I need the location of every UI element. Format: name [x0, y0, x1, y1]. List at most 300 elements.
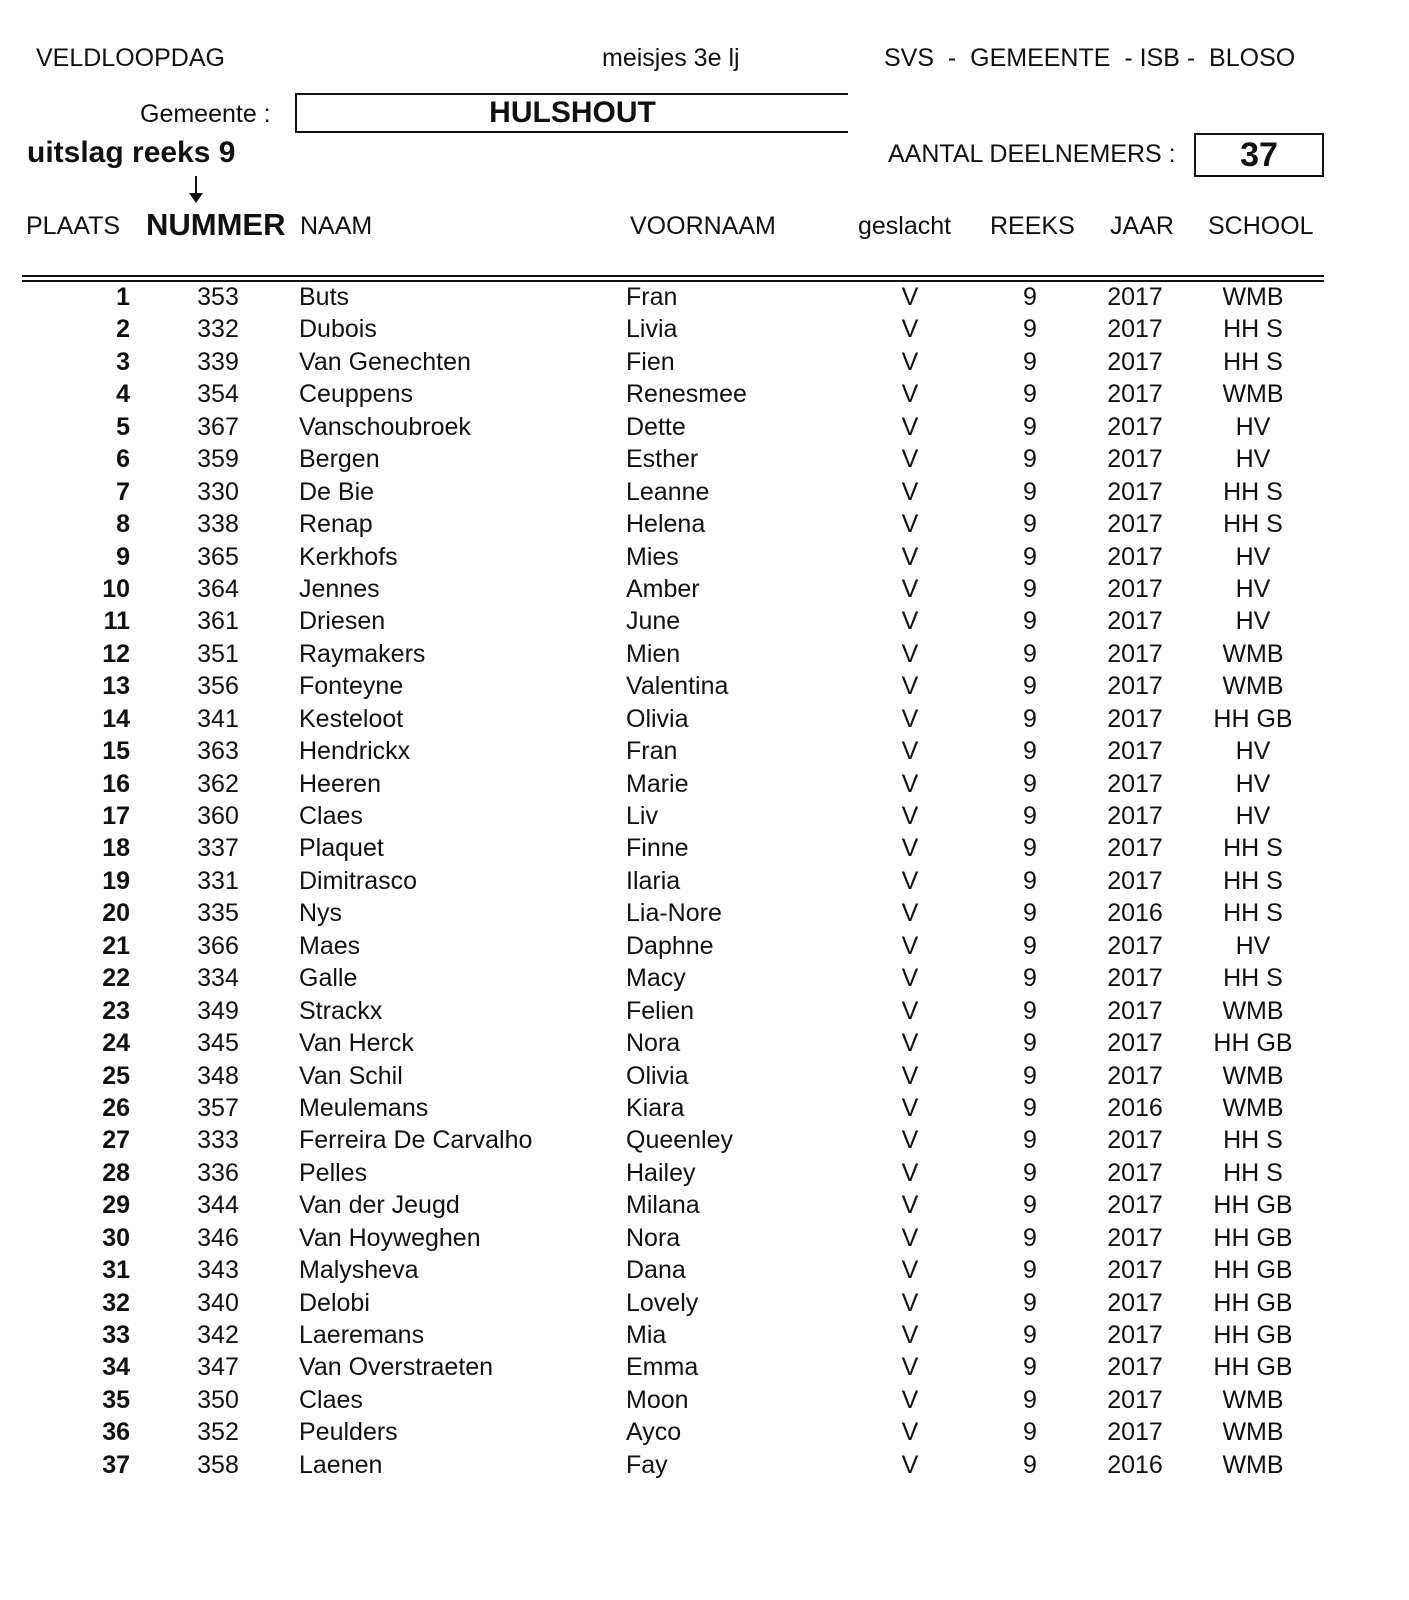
series-cell: 9: [1023, 1158, 1037, 1187]
table-row: [0, 670, 1409, 702]
series-cell: 9: [1023, 1061, 1037, 1090]
table-row: [0, 1124, 1409, 1156]
first-name-cell: Milana: [626, 1191, 700, 1220]
year-cell: 2017: [1107, 802, 1163, 830]
first-name-cell: Esther: [626, 445, 699, 474]
place-cell: 32: [102, 1288, 130, 1317]
place-cell: 12: [102, 639, 130, 668]
participants-count: 37: [1194, 133, 1324, 177]
name-cell: Kerkhofs: [299, 542, 398, 571]
table-row: [0, 1319, 1409, 1351]
year-cell: 2017: [1107, 347, 1163, 376]
first-name-cell: Liv: [626, 802, 658, 830]
place-cell: 26: [102, 1093, 130, 1122]
first-name-cell: Fien: [626, 347, 675, 376]
place-cell: 4: [116, 380, 130, 409]
year-cell: 2017: [1107, 1191, 1163, 1220]
series-cell: 9: [1023, 1288, 1037, 1317]
number-cell: 345: [197, 1029, 239, 1058]
table-row: [0, 995, 1409, 1027]
year-cell: 2017: [1107, 639, 1163, 668]
number-cell: 336: [197, 1158, 239, 1187]
school-cell: HH S: [1223, 834, 1283, 863]
series-cell: 9: [1023, 315, 1037, 344]
place-cell: 9: [116, 542, 130, 571]
year-cell: 2017: [1107, 1126, 1163, 1155]
school-cell: HH S: [1223, 1158, 1283, 1187]
year-cell: 2017: [1107, 1158, 1163, 1187]
number-cell: 339: [197, 347, 239, 376]
school-cell: HV: [1235, 412, 1271, 441]
name-cell: Meulemans: [299, 1093, 429, 1122]
series-cell: 9: [1023, 737, 1037, 766]
number-cell: 344: [197, 1191, 239, 1220]
municipality-box: HULSHOUT: [295, 93, 848, 133]
sex-cell: V: [901, 769, 919, 798]
series-cell: 9: [1023, 964, 1037, 993]
name-cell: Vanschoubroek: [299, 412, 471, 441]
table-row: [0, 1384, 1409, 1416]
sex-cell: V: [901, 1029, 919, 1058]
series-cell: 9: [1023, 1191, 1037, 1220]
place-cell: 14: [102, 704, 130, 733]
school-cell: HH GB: [1213, 1029, 1293, 1058]
year-cell: 2017: [1107, 477, 1163, 506]
year-cell: 2017: [1107, 1288, 1163, 1317]
sex-cell: V: [901, 996, 919, 1025]
first-name-cell: Felien: [626, 996, 695, 1025]
first-name-cell: Fran: [626, 283, 678, 311]
name-cell: Galle: [299, 964, 358, 993]
first-name-cell: Nora: [626, 1029, 681, 1058]
sex-cell: V: [901, 1288, 919, 1317]
number-cell: 350: [197, 1385, 239, 1414]
series-cell: 9: [1023, 802, 1037, 830]
series-cell: 9: [1023, 283, 1037, 311]
column-header-first-name: VOORNAAM: [630, 212, 776, 240]
table-row: [0, 573, 1409, 605]
number-cell: 346: [197, 1223, 239, 1252]
place-cell: 24: [102, 1029, 130, 1058]
first-name-cell: Emma: [626, 1353, 699, 1382]
category-label: meisjes 3e lj: [602, 44, 740, 72]
sex-cell: V: [901, 866, 919, 895]
name-cell: Bergen: [299, 445, 380, 474]
arrow-down-icon: [195, 176, 197, 194]
year-cell: 2017: [1107, 380, 1163, 409]
first-name-cell: Livia: [626, 315, 678, 344]
number-cell: 337: [197, 834, 239, 863]
table-row: [0, 1254, 1409, 1286]
year-cell: 2017: [1107, 1353, 1163, 1382]
series-cell: 9: [1023, 542, 1037, 571]
series-cell: 9: [1023, 1093, 1037, 1122]
name-cell: Laeremans: [299, 1321, 425, 1349]
name-cell: Dubois: [299, 315, 377, 344]
sex-cell: V: [901, 1321, 919, 1349]
column-header-place: PLAATS: [26, 212, 121, 240]
place-cell: 8: [116, 510, 130, 539]
first-name-cell: Kiara: [626, 1093, 685, 1122]
sex-cell: V: [901, 412, 919, 441]
event-title: VELDLOOPDAG: [36, 44, 225, 72]
sex-cell: V: [901, 315, 919, 344]
year-cell: 2017: [1107, 737, 1163, 766]
name-cell: Van der Jeugd: [299, 1191, 460, 1220]
school-cell: WMB: [1222, 1385, 1284, 1414]
first-name-cell: June: [626, 607, 681, 636]
number-cell: 363: [197, 737, 239, 766]
sex-cell: V: [901, 347, 919, 376]
year-cell: 2017: [1107, 412, 1163, 441]
place-cell: 2: [116, 315, 130, 344]
sex-cell: V: [901, 672, 919, 701]
place-cell: 22: [102, 964, 130, 993]
place-cell: 18: [102, 834, 130, 863]
series-cell: 9: [1023, 1126, 1037, 1155]
place-cell: 15: [102, 737, 130, 766]
number-cell: 347: [197, 1353, 239, 1382]
number-cell: 364: [197, 574, 239, 603]
place-cell: 23: [102, 996, 130, 1025]
name-cell: Ferreira De Carvalho: [299, 1126, 533, 1155]
year-cell: 2017: [1107, 931, 1163, 960]
first-name-cell: Fran: [626, 737, 678, 766]
number-cell: 367: [197, 412, 239, 441]
series-cell: 9: [1023, 477, 1037, 506]
column-header-name: NAAM: [300, 212, 373, 240]
table-row: [0, 897, 1409, 929]
table-row: [0, 1060, 1409, 1092]
place-cell: 28: [102, 1158, 130, 1187]
number-cell: 361: [197, 607, 239, 636]
series-cell: 9: [1023, 866, 1037, 895]
place-cell: 11: [103, 607, 130, 636]
header-divider-top: [22, 275, 1324, 277]
sex-cell: V: [901, 1418, 919, 1447]
table-row: [0, 930, 1409, 962]
first-name-cell: Lovely: [626, 1288, 699, 1317]
first-name-cell: Dette: [626, 412, 686, 441]
number-cell: 340: [197, 1288, 239, 1317]
name-cell: Kesteloot: [299, 704, 404, 733]
first-name-cell: Moon: [626, 1385, 689, 1414]
column-header-sex: geslacht: [858, 212, 952, 240]
series-cell: 9: [1023, 574, 1037, 603]
school-cell: HV: [1235, 931, 1271, 960]
year-cell: 2017: [1107, 1061, 1163, 1090]
school-cell: WMB: [1222, 1418, 1284, 1447]
organizers-label: SVS - GEMEENTE - ISB - BLOSO: [884, 44, 1296, 72]
year-cell: 2017: [1107, 542, 1163, 571]
first-name-cell: Fay: [626, 1450, 668, 1479]
number-cell: 334: [197, 964, 239, 993]
sex-cell: V: [901, 802, 919, 830]
school-cell: HH S: [1223, 866, 1283, 895]
sex-cell: V: [901, 380, 919, 409]
first-name-cell: Ilaria: [626, 866, 681, 895]
name-cell: De Bie: [299, 477, 375, 506]
first-name-cell: Queenley: [626, 1126, 734, 1155]
number-cell: 331: [197, 866, 239, 895]
first-name-cell: Helena: [626, 510, 706, 539]
first-name-cell: Renesmee: [626, 380, 747, 409]
name-cell: Van Genechten: [299, 347, 471, 376]
place-cell: 33: [102, 1321, 130, 1349]
series-cell: 9: [1023, 996, 1037, 1025]
table-row: [0, 865, 1409, 897]
number-cell: 354: [197, 380, 239, 409]
series-cell: 9: [1023, 1353, 1037, 1382]
sex-cell: V: [901, 1191, 919, 1220]
sex-cell: V: [901, 574, 919, 603]
place-cell: 37: [102, 1450, 130, 1479]
year-cell: 2016: [1107, 1450, 1163, 1479]
table-row: [0, 703, 1409, 735]
sex-cell: V: [901, 1093, 919, 1122]
table-row: [0, 508, 1409, 540]
place-cell: 13: [102, 672, 130, 701]
sex-cell: V: [901, 1126, 919, 1155]
name-cell: Renap: [299, 510, 373, 539]
sex-cell: V: [901, 1256, 919, 1285]
year-cell: 2017: [1107, 283, 1163, 311]
number-cell: 360: [197, 802, 239, 830]
series-cell: 9: [1023, 380, 1037, 409]
first-name-cell: Mien: [626, 639, 681, 668]
school-cell: WMB: [1222, 1450, 1284, 1479]
name-cell: Plaquet: [299, 834, 384, 863]
place-cell: 20: [102, 899, 130, 928]
sex-cell: V: [901, 1450, 919, 1479]
table-row: [0, 1157, 1409, 1189]
first-name-cell: Ayco: [626, 1418, 682, 1447]
name-cell: Buts: [299, 283, 350, 311]
year-cell: 2017: [1107, 1256, 1163, 1285]
sex-cell: V: [901, 477, 919, 506]
number-cell: 358: [197, 1450, 239, 1479]
table-row: [0, 605, 1409, 637]
number-cell: 353: [197, 283, 239, 311]
number-cell: 351: [197, 639, 239, 668]
sex-cell: V: [901, 704, 919, 733]
place-cell: 3: [116, 347, 130, 376]
series-cell: 9: [1023, 704, 1037, 733]
number-cell: 359: [197, 445, 239, 474]
sex-cell: V: [901, 899, 919, 928]
year-cell: 2017: [1107, 510, 1163, 539]
table-row: [0, 443, 1409, 475]
school-cell: HH S: [1223, 315, 1283, 344]
table-row: [0, 962, 1409, 994]
name-cell: Van Overstraeten: [299, 1353, 494, 1382]
first-name-cell: Olivia: [626, 1061, 689, 1090]
sex-cell: V: [901, 639, 919, 668]
place-cell: 21: [102, 931, 130, 960]
table-row: [0, 1351, 1409, 1383]
school-cell: HV: [1235, 542, 1271, 571]
name-cell: Fonteyne: [299, 672, 404, 701]
place-cell: 29: [102, 1191, 130, 1220]
number-cell: 343: [197, 1256, 239, 1285]
first-name-cell: Amber: [626, 574, 700, 603]
sex-cell: V: [901, 1061, 919, 1090]
column-header-number: NUMMER: [146, 207, 286, 242]
place-cell: 35: [102, 1385, 130, 1414]
first-name-cell: Valentina: [626, 672, 729, 701]
place-cell: 30: [102, 1223, 130, 1252]
school-cell: HH S: [1223, 347, 1283, 376]
place-cell: 10: [102, 574, 130, 603]
first-name-cell: Hailey: [626, 1158, 696, 1187]
year-cell: 2017: [1107, 574, 1163, 603]
year-cell: 2017: [1107, 315, 1163, 344]
table-row: [0, 378, 1409, 410]
series-cell: 9: [1023, 607, 1037, 636]
school-cell: HH S: [1223, 964, 1283, 993]
sex-cell: V: [901, 283, 919, 311]
number-cell: 335: [197, 899, 239, 928]
series-cell: 9: [1023, 412, 1037, 441]
series-cell: 9: [1023, 1418, 1037, 1447]
first-name-cell: Nora: [626, 1223, 681, 1252]
series-cell: 9: [1023, 445, 1037, 474]
table-row: [0, 1027, 1409, 1059]
first-name-cell: Daphne: [626, 931, 714, 960]
sex-cell: V: [901, 1158, 919, 1187]
first-name-cell: Marie: [626, 769, 689, 798]
school-cell: HV: [1235, 769, 1271, 798]
year-cell: 2016: [1107, 1093, 1163, 1122]
first-name-cell: Dana: [626, 1256, 686, 1285]
table-row: [0, 313, 1409, 345]
first-name-cell: Macy: [626, 964, 686, 993]
school-cell: WMB: [1222, 1093, 1284, 1122]
name-cell: Van Herck: [299, 1029, 414, 1058]
name-cell: Malysheva: [299, 1256, 419, 1285]
name-cell: Driesen: [299, 607, 386, 636]
year-cell: 2017: [1107, 1385, 1163, 1414]
table-row: [0, 832, 1409, 864]
column-header-school: SCHOOL: [1208, 212, 1314, 240]
year-cell: 2017: [1107, 672, 1163, 701]
school-cell: HH GB: [1213, 704, 1293, 733]
table-row: [0, 1449, 1409, 1481]
place-cell: 36: [102, 1418, 130, 1447]
table-row: [0, 1092, 1409, 1124]
table-row: [0, 735, 1409, 767]
sex-cell: V: [901, 445, 919, 474]
year-cell: 2017: [1107, 607, 1163, 636]
year-cell: 2017: [1107, 1223, 1163, 1252]
sex-cell: V: [901, 1223, 919, 1252]
year-cell: 2017: [1107, 834, 1163, 863]
column-header-year: JAAR: [1110, 212, 1174, 240]
sex-cell: V: [901, 834, 919, 863]
series-cell: 9: [1023, 1385, 1037, 1414]
place-cell: 6: [116, 445, 130, 474]
year-cell: 2016: [1107, 899, 1163, 928]
year-cell: 2017: [1107, 866, 1163, 895]
year-cell: 2017: [1107, 1029, 1163, 1058]
number-cell: 357: [197, 1093, 239, 1122]
place-cell: 7: [116, 477, 130, 506]
name-cell: Nys: [299, 899, 343, 928]
number-cell: 356: [197, 672, 239, 701]
series-cell: 9: [1023, 1450, 1037, 1479]
arrow-head-icon: [189, 193, 203, 203]
number-cell: 349: [197, 996, 239, 1025]
table-row: [0, 1222, 1409, 1254]
school-cell: WMB: [1222, 672, 1284, 701]
number-cell: 362: [197, 769, 239, 798]
number-cell: 366: [197, 931, 239, 960]
table-row: [0, 541, 1409, 573]
place-cell: 17: [102, 802, 130, 830]
name-cell: Laenen: [299, 1450, 383, 1479]
place-cell: 34: [102, 1353, 130, 1382]
sex-cell: V: [901, 964, 919, 993]
place-cell: 27: [102, 1126, 130, 1155]
series-cell: 9: [1023, 1321, 1037, 1349]
school-cell: WMB: [1222, 380, 1284, 409]
first-name-cell: Mia: [626, 1321, 667, 1349]
school-cell: HH S: [1223, 899, 1283, 928]
series-cell: 9: [1023, 347, 1037, 376]
series-cell: 9: [1023, 639, 1037, 668]
name-cell: Pelles: [299, 1158, 368, 1187]
name-cell: Claes: [299, 1385, 363, 1414]
place-cell: 1: [116, 283, 130, 311]
series-cell: 9: [1023, 1029, 1037, 1058]
table-row: [0, 768, 1409, 800]
school-cell: WMB: [1222, 639, 1284, 668]
table-row: [0, 800, 1409, 832]
series-cell: 9: [1023, 672, 1037, 701]
series-cell: 9: [1023, 1223, 1037, 1252]
school-cell: HH S: [1223, 477, 1283, 506]
school-cell: HH GB: [1213, 1288, 1293, 1317]
school-cell: WMB: [1222, 283, 1284, 311]
name-cell: Heeren: [299, 769, 381, 798]
sex-cell: V: [901, 510, 919, 539]
place-cell: 16: [102, 769, 130, 798]
number-cell: 332: [197, 315, 239, 344]
number-cell: 341: [197, 704, 239, 733]
school-cell: HV: [1235, 802, 1271, 830]
school-cell: HH GB: [1213, 1256, 1293, 1285]
participants-label: AANTAL DEELNEMERS :: [888, 140, 1176, 168]
name-cell: Maes: [299, 931, 361, 960]
number-cell: 348: [197, 1061, 239, 1090]
first-name-cell: Olivia: [626, 704, 689, 733]
number-cell: 338: [197, 510, 239, 539]
column-header-series: REEKS: [990, 212, 1075, 240]
series-cell: 9: [1023, 834, 1037, 863]
year-cell: 2017: [1107, 1418, 1163, 1447]
place-cell: 5: [116, 412, 130, 441]
first-name-cell: Lia-Nore: [626, 899, 722, 928]
name-cell: Raymakers: [299, 639, 426, 668]
year-cell: 2017: [1107, 996, 1163, 1025]
school-cell: WMB: [1222, 996, 1284, 1025]
place-cell: 25: [102, 1061, 130, 1090]
school-cell: WMB: [1222, 1061, 1284, 1090]
table-row: [0, 1189, 1409, 1221]
series-cell: 9: [1023, 899, 1037, 928]
table-row: [0, 346, 1409, 378]
number-cell: 330: [197, 477, 239, 506]
